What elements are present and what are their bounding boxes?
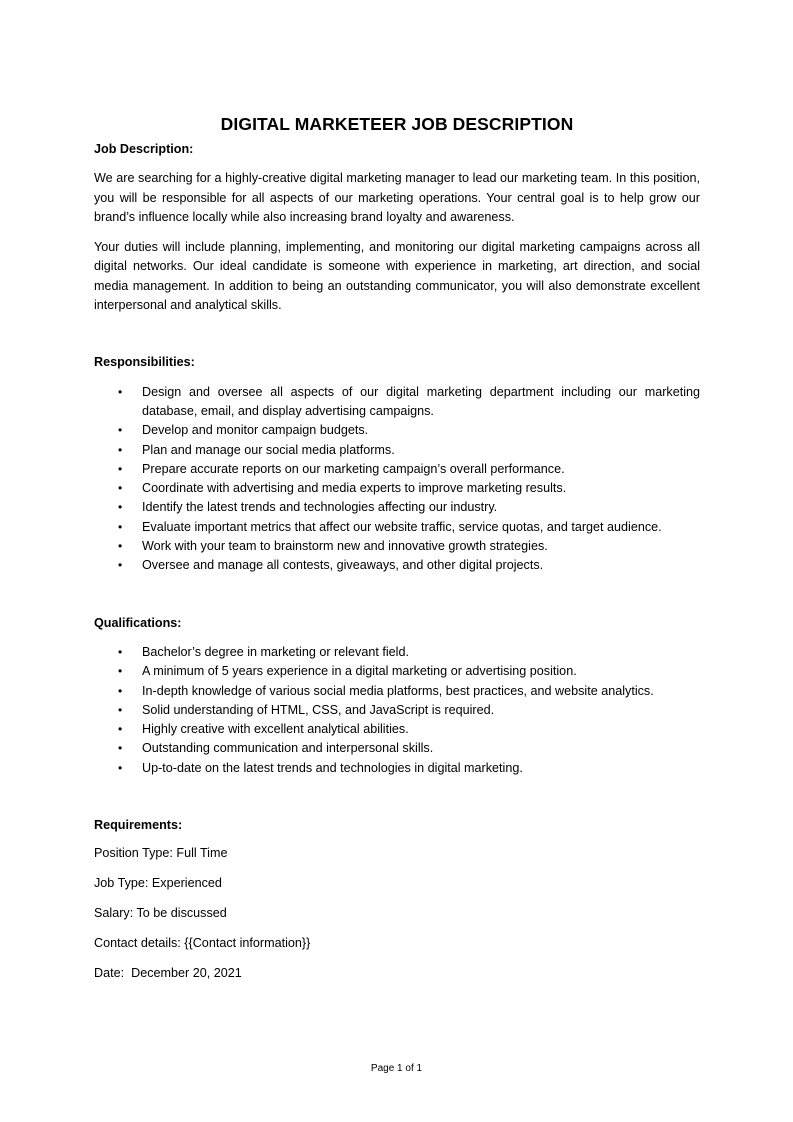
list-item-text: Bachelor’s degree in marketing or relevant field. <box>142 644 409 659</box>
list-item <box>94 479 700 498</box>
bullet-icon: • <box>118 741 123 756</box>
list-item-text: Up-to-date on the latest trends and technologies in digital marketing. <box>142 760 523 775</box>
list-item <box>94 643 700 662</box>
bullet-icon: • <box>118 664 123 679</box>
job-type-line: Job Type: Experienced <box>94 876 222 891</box>
list-item-text: Solid understanding of HTML, CSS, and JavaScript is required. <box>142 702 495 717</box>
job-description-heading: Job Description: <box>94 142 194 156</box>
list-item <box>94 739 700 758</box>
bullet-icon: • <box>118 384 123 399</box>
list-item <box>94 759 700 778</box>
bullet-icon: • <box>118 760 123 775</box>
list-item-text: Plan and manage our social media platforms. <box>142 442 395 457</box>
requirements-heading: Requirements: <box>94 818 183 833</box>
list-item-text: Design and oversee all aspects of our digital marketing department including our marketing database, email, and display advertising campaigns. <box>142 384 700 418</box>
salary-line: Salary: To be discussed <box>94 905 227 920</box>
list-item <box>94 662 700 681</box>
list-item-text: Develop and monitor campaign budgets. <box>142 423 369 438</box>
bullet-icon: • <box>118 683 123 698</box>
list-item-text: Coordinate with advertising and media experts to improve marketing results. <box>142 481 567 496</box>
page-number-footer: Page 1 of 1 <box>370 1063 423 1074</box>
list-item <box>94 421 700 440</box>
list-item-text: A minimum of 5 years experience in a digital marketing or advertising position. <box>142 664 577 679</box>
bullet-icon: • <box>118 481 123 496</box>
bullet-icon: • <box>118 442 123 457</box>
list-item-text: Identify the latest trends and technologies affecting our industry. <box>142 500 498 515</box>
job-description-paragraph: We are searching for a highly-creative digital marketing manager to lead our marketing team. In this position, you will be responsible for all aspects of our marketing operations. Your central goal is to help grow our brand’s influence locally while also increasing brand loyalty and awareness. <box>94 171 700 224</box>
list-item <box>94 460 700 479</box>
bullet-icon: • <box>118 722 123 737</box>
contact-details-line: Contact details: {{Contact information}} <box>94 935 311 950</box>
list-item-text: Evaluate important metrics that affect our website traffic, service quotas, and target audience. <box>142 519 662 534</box>
list-item <box>94 498 700 517</box>
list-item-text: Work with your team to brainstorm new and innovative growth strategies. <box>142 539 548 554</box>
list-item <box>94 701 700 720</box>
list-item-text: Oversee and manage all contests, giveaways, and other digital projects. <box>142 558 544 573</box>
document-title: DIGITAL MARKETEER JOB DESCRIPTION <box>220 114 574 134</box>
list-item <box>94 682 700 701</box>
list-item <box>94 441 700 460</box>
bullet-icon: • <box>118 702 123 717</box>
list-item <box>94 556 700 575</box>
bullet-icon: • <box>118 558 123 573</box>
qualifications-list <box>94 643 700 778</box>
bullet-icon: • <box>118 519 123 534</box>
bullet-icon: • <box>118 539 123 554</box>
bullet-icon: • <box>118 423 123 438</box>
list-item-text: Outstanding communication and interpersonal skills. <box>142 741 434 756</box>
list-item <box>94 537 700 556</box>
list-item-text: In-depth knowledge of various social media platforms, best practices, and website analytics. <box>142 683 654 698</box>
list-item-text: Highly creative with excellent analytical abilities. <box>142 722 409 737</box>
date-line: Date: December 20, 2021 <box>94 965 242 980</box>
responsibilities-heading: Responsibilities: <box>94 355 195 370</box>
list-item <box>94 518 700 537</box>
qualifications-heading: Qualifications: <box>94 615 182 630</box>
bullet-icon: • <box>118 644 123 659</box>
list-item-text: Prepare accurate reports on our marketing campaign’s overall performance. <box>142 461 565 476</box>
list-item <box>94 383 700 422</box>
bullet-icon: • <box>118 461 123 476</box>
requirements-block <box>94 844 700 982</box>
bullet-icon: • <box>118 500 123 515</box>
position-type-line: Position Type: Full Time <box>94 846 228 861</box>
list-item <box>94 720 700 739</box>
job-description-paragraph: Your duties will include planning, implementing, and monitoring our digital marketing campaigns across all digital networks. Our ideal candidate is someone with experience in marketing, art direction, and social media management. In addition to being an outstanding communicator, you will also demonstrate excellent interpersonal and analytical skills. <box>94 240 700 313</box>
responsibilities-list <box>94 383 700 576</box>
document-body <box>94 112 700 983</box>
